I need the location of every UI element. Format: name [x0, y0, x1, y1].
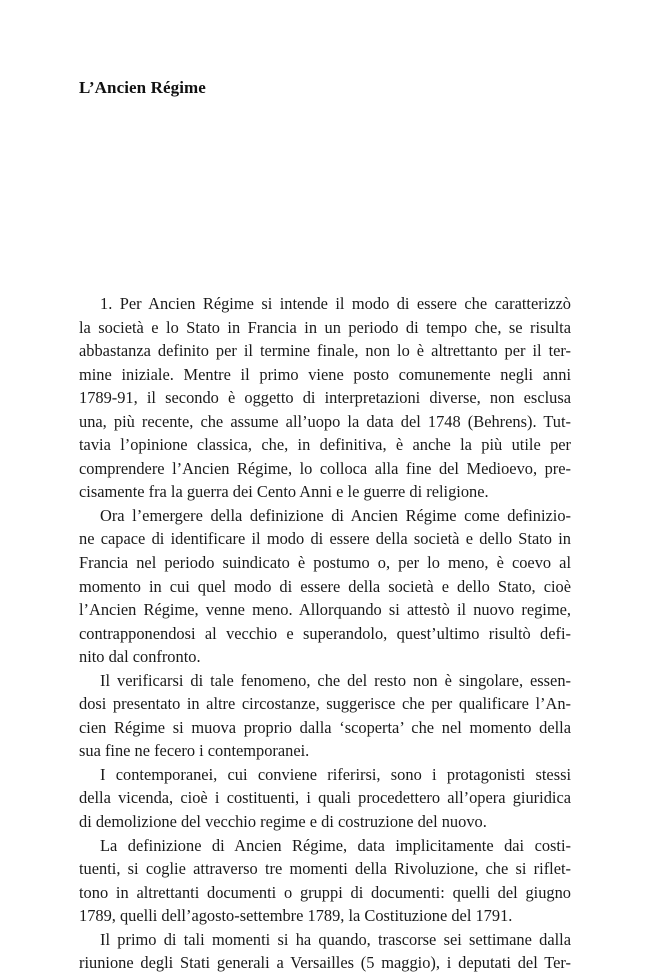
text-line: Ora l’emergere della definizione di Ancien Régime come definizio- — [100, 505, 571, 525]
text-line: sua fine ne fecero i contemporanei. — [79, 741, 310, 761]
text-line: abbastanza definito per il termine finale, non lo è altrettanto per il ter- — [79, 341, 571, 361]
text-line: l’Ancien Régime, venne meno. Allorquando si attestò il nuovo regime, — [79, 600, 571, 620]
text-line: della vicenda, cioè i costituenti, i quali procedettero all’opera giuridica — [79, 788, 571, 808]
text-line: tono in altrettanti documenti o gruppi di documenti: quelli del giugno — [79, 882, 571, 902]
text-line: momento in cui quel modo di essere della società e dello Stato, cioè — [79, 576, 571, 596]
text-line: cien Régime si muova proprio dalla ‘scoperta’ che nel momento della — [79, 717, 571, 737]
text-line: dosi presentato in altre circostanze, suggerisce che per qualificare l’An- — [79, 694, 571, 714]
text-line: di demolizione del vecchio regime e di costruzione del nuovo. — [79, 812, 487, 832]
text-line: mine iniziale. Mentre il primo viene posto comunemente negli anni — [79, 364, 571, 384]
text-line: Il verificarsi di tale fenomeno, che del resto non è singolare, essen- — [100, 670, 571, 690]
text-line: una, più recente, che assume all’uopo la data del 1748 (Behrens). Tut- — [79, 411, 571, 431]
text-line: Il primo di tali momenti si ha quando, trascorse sei settimane dalla — [100, 929, 571, 949]
chapter-title: L’Ancien Régime — [79, 78, 206, 97]
text-line: I contemporanei, cui conviene riferirsi, sono i protagonisti stessi — [100, 764, 571, 784]
body-text — [79, 292, 571, 975]
text-line: nito dal confronto. — [79, 647, 201, 667]
text-line: 1. Per Ancien Régime si intende il modo di essere che caratterizzò — [100, 294, 571, 313]
text-line: tuenti, si coglie attraverso tre momenti della Rivoluzione, che si riflet- — [79, 859, 571, 879]
text-line: La definizione di Ancien Régime, data implicitamente dai costi- — [100, 835, 571, 855]
text-line: 1789-91, il secondo è oggetto di interpretazioni diverse, non esclusa — [79, 388, 571, 408]
text-line: contrapponendosi al vecchio e superandolo, quest’ultimo risultò defi- — [79, 623, 571, 643]
text-line: comprendere l’Ancien Régime, lo colloca alla fine del Medioevo, pre- — [79, 458, 571, 478]
text-line: ne capace di identificare il modo di essere della società e dello Stato in — [79, 529, 571, 549]
text-line: tavia l’opinione classica, che, in definitiva, è anche la più utile per — [79, 435, 571, 455]
text-line: la società e lo Stato in Francia in un periodo di tempo che, se risulta — [79, 317, 571, 337]
text-line: riunione degli Stati generali a Versailles (5 maggio), i deputati del Ter- — [79, 953, 571, 973]
text-line: Francia nel periodo suindicato è postumo o, per lo meno, è coevo al — [79, 553, 571, 573]
text-line: 1789, quelli dell’agosto-settembre 1789, la Costituzione del 1791. — [79, 906, 513, 926]
text-line: cisamente fra la guerra dei Cento Anni e le guerre di religione. — [79, 482, 489, 502]
